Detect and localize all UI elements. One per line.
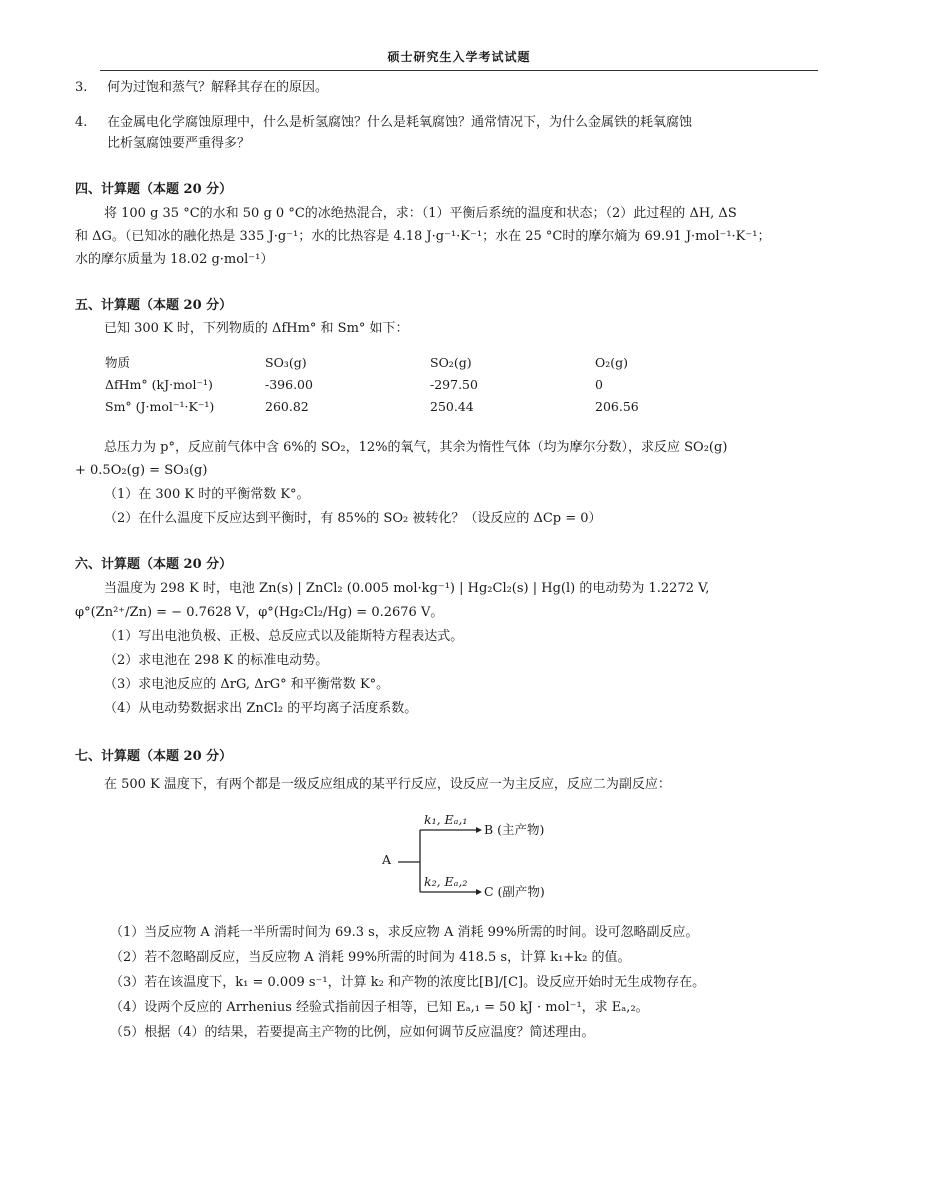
section-6-item-2: （2）求电池在 298 K 的标准电动势。 (104, 653, 329, 668)
question-3-text: 何为过饱和蒸气？解释其存在的原因。 (107, 80, 329, 95)
parallel-reaction-diagram (370, 808, 590, 908)
table-row (105, 396, 675, 418)
header-rule (100, 70, 818, 71)
section-7-item-4: （4）设两个反应的 Arrhenius 经验式指前因子相等，已知 Eₐ,₁ = 50 kJ · mol⁻¹，求 Eₐ,₂。 (110, 1000, 649, 1015)
section-5-intro: 已知 300 K 时，下列物质的 ΔfHm° 和 Sm° 如下： (104, 321, 409, 336)
table-cell: ΔfHm° (kJ·mol⁻¹) (105, 377, 213, 393)
section-6-line2: φ°(Zn²⁺/Zn) = − 0.7628 V，φ°(Hg₂Cl₂/Hg) = 0.2676 V。 (75, 605, 444, 620)
section-5-para-line2: + 0.5O₂(g) = SO₃(g) (75, 463, 208, 478)
section-7-item-5: （5）根据（4）的结果，若要提高主产物的比例，应如何调节反应温度？简述理由。 (110, 1025, 595, 1040)
question-4-number: 4. (75, 115, 88, 130)
upper-arrowhead-icon (476, 827, 482, 833)
table-header-row (105, 352, 675, 374)
reactant-label: A (382, 852, 392, 867)
question-3-number: 3. (75, 80, 88, 95)
upper-product-label: B (主产物) (484, 822, 545, 837)
table-cell: Sm° (J·mol⁻¹·K⁻¹) (105, 399, 215, 415)
question-4-line2: 比析氢腐蚀要严重得多？ (107, 136, 251, 151)
table-header-cell: SO₂(g) (430, 355, 472, 371)
section-5-item-1: （1）在 300 K 时的平衡常数 K°。 (104, 487, 310, 502)
table-row (105, 374, 675, 396)
section-4-title: 四、计算题（本题 20 分） (75, 182, 233, 197)
section-5-item-2: （2）在什么温度下反应达到平衡时，有 85%的 SO₂ 被转化？（设反应的 ΔCp = 0） (104, 511, 602, 526)
section-5-title: 五、计算题（本题 20 分） (75, 298, 233, 313)
reaction-branch-lines (370, 808, 590, 908)
lower-arrowhead-icon (476, 889, 482, 895)
table-header-cell: O₂(g) (595, 355, 629, 371)
table-header-cell: 物质 (105, 355, 131, 371)
section-6-item-3: （3）求电池反应的 ΔrG, ΔrG° 和平衡常数 K°。 (104, 677, 390, 692)
upper-rate-label: k₁, Eₐ,₁ (424, 812, 468, 827)
section-4-line2: 和 ΔG。（已知冰的融化热是 335 J·g⁻¹；水的比热容是 4.18 J·g⁻¹·K⁻¹；水在 25 °C时的摩尔熵为 69.91 J·mol⁻¹·K⁻¹； (75, 229, 771, 244)
table-cell: -396.00 (265, 377, 313, 393)
table-cell: -297.50 (430, 377, 478, 393)
section-6-item-1: （1）写出电池负极、正极、总反应式以及能斯特方程表达式。 (104, 629, 464, 644)
section-7-intro: 在 500 K 温度下，有两个都是一级反应组成的某平行反应，设反应一为主反应，反应二为副反应： (104, 777, 671, 792)
page-header-title: 硕士研究生入学考试试题 (387, 50, 531, 64)
table-cell: 260.82 (265, 399, 309, 415)
section-6-line1: 当温度为 298 K 时，电池 Zn(s) | ZnCl₂ (0.005 mol·kg⁻¹) | Hg₂Cl₂(s) | Hg(l) 的电动势为 1.2272 V, (104, 581, 710, 596)
table-cell: 206.56 (595, 399, 639, 415)
table-cell: 0 (595, 377, 603, 393)
question-4-line1: 在金属电化学腐蚀原理中，什么是析氢腐蚀？什么是耗氧腐蚀？通常情况下，为什么金属铁的耗氧腐蚀 (107, 115, 693, 130)
section-6-title: 六、计算题（本题 20 分） (75, 557, 233, 572)
section-7-item-3: （3）若在该温度下，k₁ = 0.009 s⁻¹，计算 k₂ 和产物的浓度比[B]/[C]。设反应开始时无生成物存在。 (110, 975, 706, 990)
section-4-line1: 将 100 g 35 °C的水和 50 g 0 °C的冰绝热混合，求：（1）平衡后系统的温度和状态；（2）此过程的 ΔH, ΔS (104, 206, 737, 221)
lower-rate-label: k₂, Eₐ,₂ (424, 874, 468, 889)
section-7-title: 七、计算题（本题 20 分） (75, 749, 233, 764)
section-4-line3: 水的摩尔质量为 18.02 g·mol⁻¹） (75, 252, 274, 267)
lower-product-label: C (副产物) (484, 884, 545, 899)
section-7-item-1: （1）当反应物 A 消耗一半所需时间为 69.3 s，求反应物 A 消耗 99%所需的时间。设可忽略副反应。 (110, 925, 699, 940)
table-header-cell: SO₃(g) (265, 355, 307, 371)
section-7-item-2: （2）若不忽略副反应，当反应物 A 消耗 99%所需的时间为 418.5 s，计算 k₁+k₂ 的值。 (110, 950, 631, 965)
section-5-para-line1: 总压力为 p°，反应前气体中含 6%的 SO₂，12%的氧气，其余为惰性气体（均为摩尔分数），求反应 SO₂(g) (104, 440, 728, 455)
section-6-item-4: （4）从电动势数据求出 ZnCl₂ 的平均离子活度系数。 (104, 701, 418, 716)
table-cell: 250.44 (430, 399, 474, 415)
thermo-data-table (105, 352, 675, 418)
